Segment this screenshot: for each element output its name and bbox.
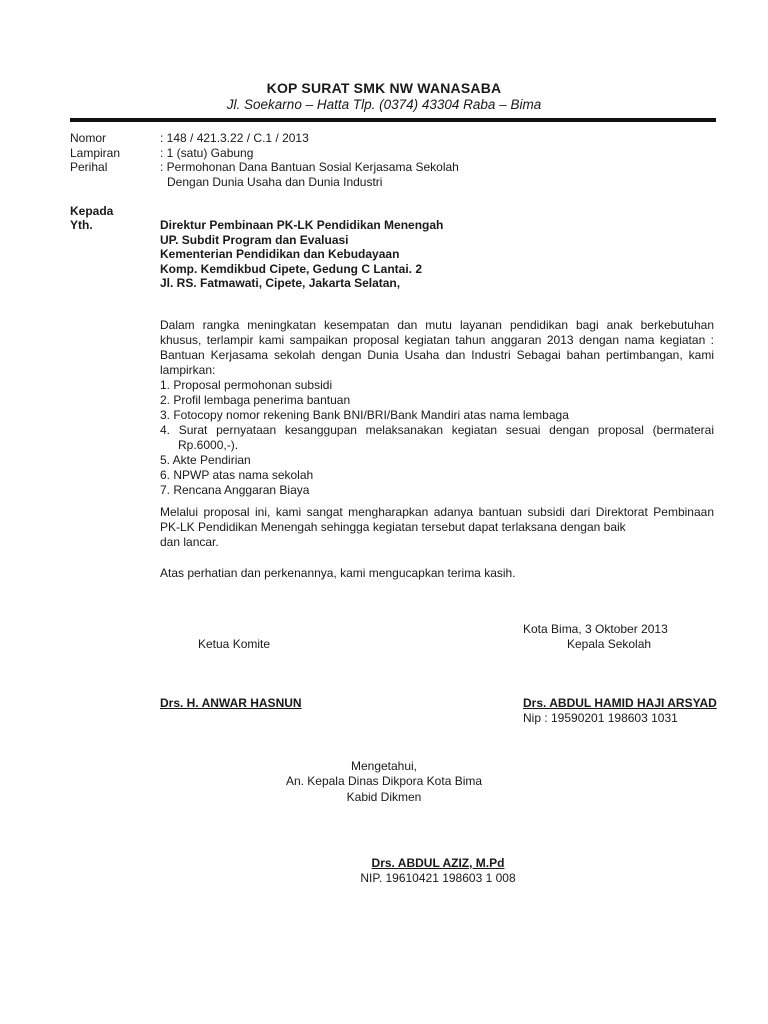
body-closing-paragraph — [160, 505, 714, 550]
recipient-line: UP. Subdit Program dan Evaluasi — [160, 233, 349, 247]
bottom-signer-nip: NIP. 19610421 198603 1 008 — [360, 871, 516, 885]
left-signer-name: Drs. H. ANWAR HASNUN — [160, 696, 302, 710]
kepada-label: Kepada — [70, 204, 114, 218]
body-line: Melalui proposal ini, kami sangat mengharapkan adanya bantuan subsidi dari Direktorat Pembinaan — [160, 505, 714, 519]
list-item: 4. Surat pernyataan kesanggupan melaksanakan kegiatan sesuai dengan proposal (bermaterai — [160, 423, 714, 437]
list-item: 5. Akte Pendirian — [160, 453, 251, 467]
place-date: Kota Bima, 3 Oktober 2013 — [523, 622, 668, 636]
list-item: 1. Proposal permohonan subsidi — [160, 378, 333, 392]
kabid-label: Kabid Dikmen — [346, 790, 422, 804]
bottom-signer-name: Drs. ABDUL AZIZ, M.Pd — [371, 856, 505, 870]
recipient-line: Komp. Kemdikbud Cipete, Gedung C Lantai. 2 — [160, 262, 423, 276]
left-signer-role: Ketua Komite — [198, 637, 271, 651]
mengetahui-label: Mengetahui, — [350, 759, 418, 773]
body-line: khusus, terlampir kami sampaikan proposal kegiatan tahun anggaran 2013 dengan nama kegiatan : — [160, 333, 714, 347]
recipient-line: Jl. RS. Fatmawati, Cipete, Jakarta Selatan, — [160, 276, 401, 290]
perihal-value-line2: Dengan Dunia Usaha dan Dunia Industri — [167, 175, 383, 189]
thanks-line: Atas perhatian dan perkenannya, kami mengucapkan terima kasih. — [160, 566, 516, 580]
perihal-label: Perihal — [70, 160, 108, 174]
body-line: Bantuan Kerjasama sekolah dengan Dunia Usaha dan Industri Sebagai bahan pertimbangan, kami — [160, 348, 714, 362]
letterhead-divider — [70, 118, 716, 122]
letterhead-title: KOP SURAT SMK NW WANASABA — [266, 80, 502, 96]
body-line: dan lancar. — [160, 535, 219, 549]
an-kepala-dinas: An. Kepala Dinas Dikpora Kota Bima — [285, 774, 483, 788]
list-item: 2. Profil lembaga penerima bantuan — [160, 393, 351, 407]
list-item: 7. Rencana Anggaran Biaya — [160, 483, 310, 497]
right-signer-role: Kepala Sekolah — [567, 637, 652, 651]
body-line: PK-LK Pendidikan Menengah sehingga kegiatan tersebut dapat terlaksana dengan baik — [160, 520, 626, 534]
nomor-value: : 148 / 421.3.22 / C.1 / 2013 — [160, 131, 309, 145]
recipient-line: Kementerian Pendidikan dan Kebudayaan — [160, 247, 400, 261]
body-line: Dalam rangka meningkatan kesempatan dan mutu layanan pendidikan bagi anak berkebutuhan — [160, 318, 714, 332]
right-signer-name: Drs. ABDUL HAMID HAJI ARSYAD — [523, 696, 717, 710]
nomor-label: Nomor — [70, 131, 107, 145]
body-intro-paragraph — [160, 318, 714, 498]
letterhead-address: Jl. Soekarno – Hatta Tlp. (0374) 43304 Raba – Bima — [226, 97, 542, 112]
right-signer-nip: Nip : 19590201 198603 1031 — [523, 711, 678, 725]
lampiran-value: : 1 (satu) Gabung — [160, 146, 254, 160]
body-line: lampirkan: — [160, 363, 216, 377]
lampiran-label: Lampiran — [70, 146, 121, 160]
yth-label: Yth. — [70, 218, 93, 232]
list-item-continuation: Rp.6000,-). — [178, 438, 239, 452]
list-item: 3. Fotocopy nomor rekening Bank BNI/BRI/Bank Mandiri atas nama lembaga — [160, 408, 569, 422]
perihal-value-line1: : Permohonan Dana Bantuan Sosial Kerjasama Sekolah — [160, 160, 459, 174]
list-item: 6. NPWP atas nama sekolah — [160, 468, 314, 482]
recipient-line: Direktur Pembinaan PK-LK Pendidikan Menengah — [160, 218, 444, 232]
